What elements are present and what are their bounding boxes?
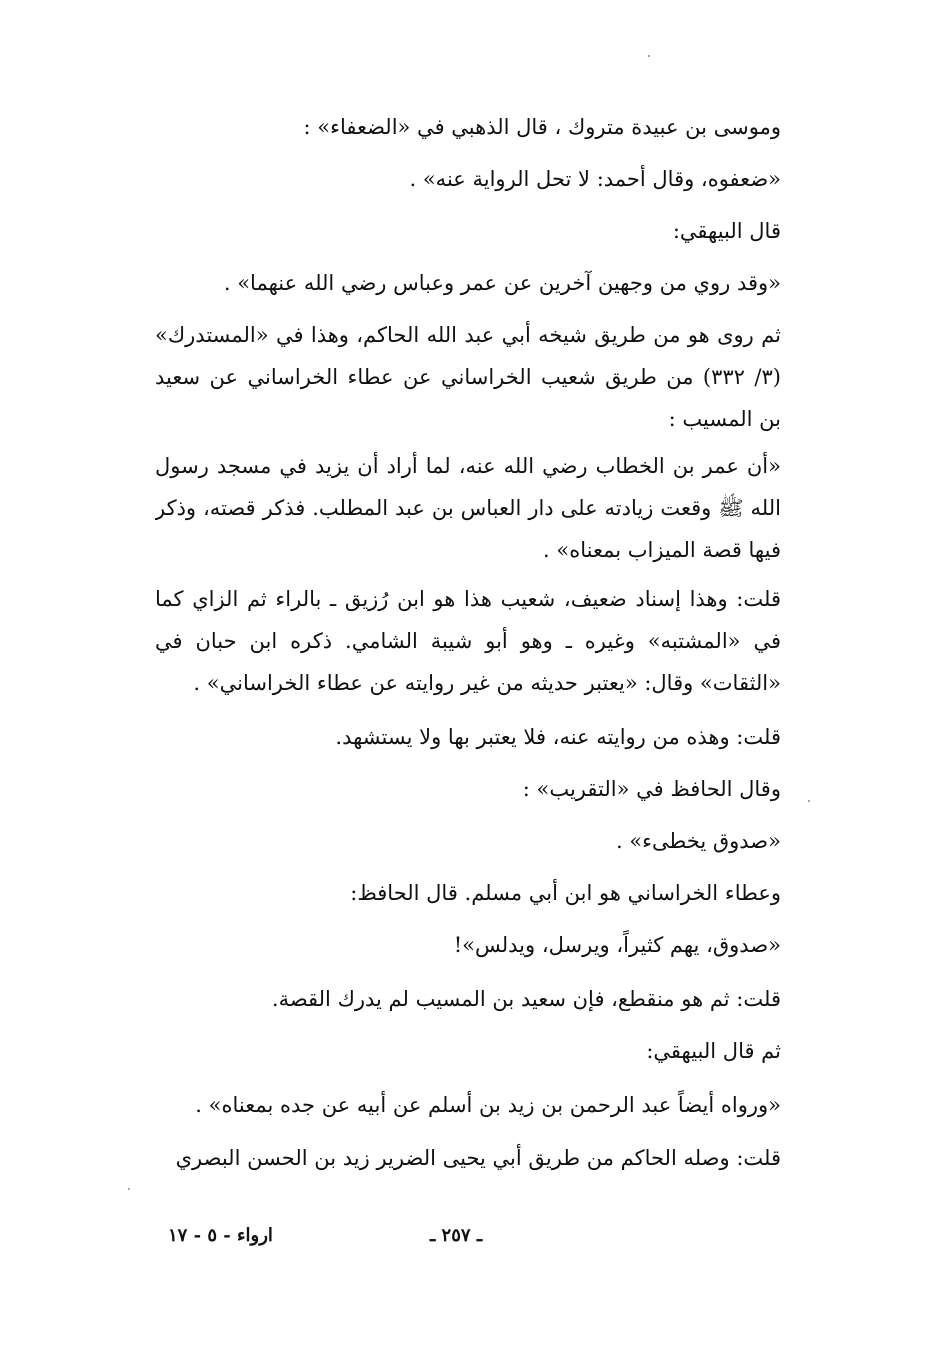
paragraph-3: قلت: وهذا إسناد ضعيف، شعيب هذا هو ابن رُزيق ـ بالراء ثم الزاي كما في «المشتبه» وغيره ـ وهو أبو شيبة الشامي. ذكره ابن حبان في «الثقات» وقال: «يعتبر حديثه من غير روايته عن عطاء الخراساني» .	[155, 587, 781, 695]
text-line-8: قلت: وهذه من روايته عنه، فلا يعتبر بها ولا يستشهد.	[335, 725, 781, 749]
scan-speck	[808, 800, 810, 802]
scan-speck	[648, 55, 650, 57]
text-line-13: قلت: ثم هو منقطع، فإن سعيد بن المسيب لم يدرك القصة.	[271, 987, 781, 1011]
text-line-16: قلت: وصله الحاكم من طريق أبي يحيى الضرير زيد بن الحسن البصري	[175, 1146, 781, 1170]
text-line-14: ثم قال البيهقي:	[646, 1039, 781, 1063]
printer-signature: ارواء - ٥ - ١٧	[168, 1225, 273, 1246]
text-line-11: وعطاء الخراساني هو ابن أبي مسلم. قال الحافظ:	[350, 881, 781, 905]
text-line-1: وموسى بن عبيدة متروك ، قال الذهبي في «الضعفاء» :	[303, 115, 781, 139]
paragraph-2: «أن عمر بن الخطاب رضي الله عنه، لما أراد أن يزيد في مسجد رسول الله ﷺ وقعت زيادته على دار العباس بن عبد المطلب. فذكر قصته، وذكر فيها قصة الميزاب بمعناه» .	[155, 454, 781, 562]
scan-speck	[128, 1188, 130, 1190]
text-line-4: «وقد روي من وجهين آخرين عن عمر وعباس رضي الله عنهما» .	[223, 271, 781, 295]
text-line-12: «صدوق، يهم كثيراً، ويرسل، ويدلس»!	[453, 933, 781, 957]
paragraph-1: ثم روى هو من طريق شيخه أبي عبد الله الحاكم، وهذا في «المستدرك» (٣/ ٣٣٢) من طريق شعيب الخراساني عن عطاء الخراساني عن سعيد بن المسيب :	[155, 323, 781, 431]
text-line-2: «ضعفوه، وقال أحمد: لا تحل الرواية عنه» .	[409, 167, 781, 191]
text-line-3: قال البيهقي:	[672, 219, 781, 243]
text-line-15: «ورواه أيضاً عبد الرحمن بن زيد بن أسلم عن أبيه عن جده بمعناه» .	[195, 1093, 781, 1117]
text-line-9: وقال الحافظ في «التقريب» :	[522, 777, 781, 801]
page-number: ـ ٢٥٧ ـ	[430, 1225, 483, 1246]
text-line-10: «صدوق يخطىء» .	[615, 829, 781, 853]
